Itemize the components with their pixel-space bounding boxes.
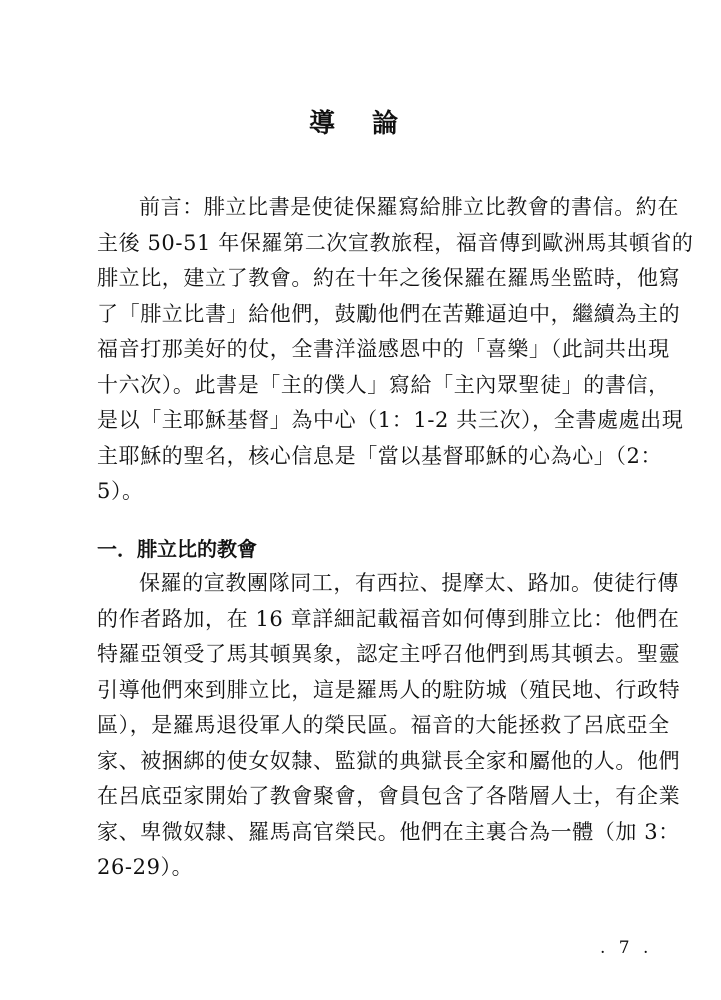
chapter-title: 導 論 [308,109,413,139]
intro-line: 前言：腓立比書是使徒保羅寫給腓立比教會的書信。約在 [139,195,679,219]
intro-line: 十六次）。此書是「主的僕人」寫給「主內眾聖徒」的書信， [97,372,670,397]
section-line: 引導他們來到腓立比，這是羅馬人的駐防城（殖民地、行政特 [97,677,681,702]
section-line: 的作者路加，在 16 章詳細記載福音如何傳到腓立比：他們在 [97,606,680,631]
section-line: 保羅的宣教團隊同工，有西拉、提摩太、路加。使徒行傳 [139,571,679,595]
intro-line: 主耶穌的聖名，核心信息是「當以基督耶穌的心為心」（2： [97,443,663,468]
section-line: 家、被捆綁的使女奴隸、監獄的典獄長全家和屬他的人。他們 [97,748,681,773]
section-paragraph [97,566,681,886]
section-line: 區），是羅馬退役軍人的榮民區。福音的大能拯救了呂底亞全 [97,713,670,737]
section-line: 特羅亞領受了馬其頓異象，認定主呼召他們到馬其頓去。聖靈 [97,642,681,666]
section-heading: 一．腓立比的教會 [97,537,257,561]
intro-line: 腓立比，建立了教會。約在十年之後保羅在羅馬坐監時，他寫 [97,266,681,290]
intro-line: 5）。 [97,479,144,503]
intro-line: 主後 50-51 年保羅第二次宣教旅程，福音傳到歐洲馬其頓省的 [97,230,694,255]
section-line: 家、卑微奴隸、羅馬高官榮民。他們在主裏合為一體（加 3： [97,819,680,844]
section-line: 在呂底亞家開始了教會聚會，會員包含了各階層人士，有企業 [97,784,681,808]
intro-paragraph [97,190,694,510]
section-line: 26-29）。 [97,855,194,879]
intro-line: 了「腓立比書」給他們，鼓勵他們在苦難逼迫中，繼續為主的 [97,301,681,326]
intro-line: 是以「主耶穌基督」為中心（1：1-2 共三次），全書處處出現 [97,408,684,432]
intro-line: 福音打那美好的仗，全書洋溢感恩中的「喜樂」（此詞共出現 [97,337,670,361]
page-number: . 7 . [600,938,653,958]
